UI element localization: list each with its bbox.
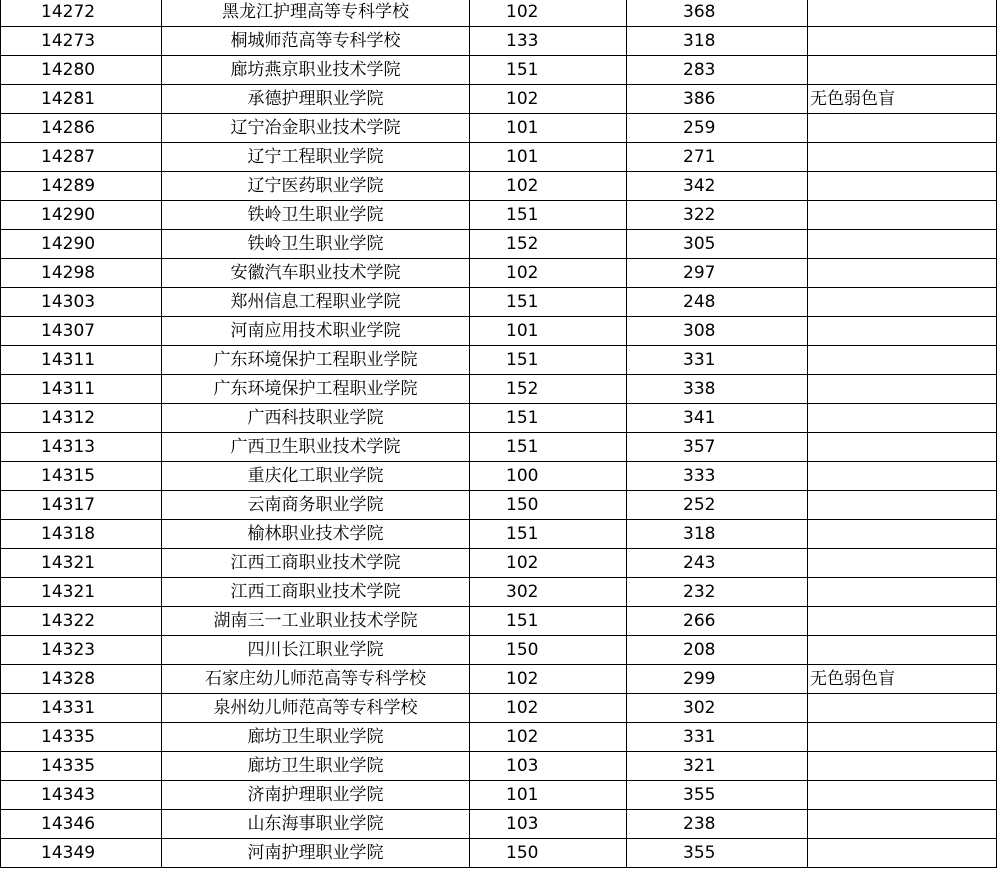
school-name-cell: 承德护理职业学院 [162,85,470,114]
min-score-cell: 338 [627,375,808,404]
major-group-cell: 103 [470,810,627,839]
remark-cell [808,259,997,288]
major-group-cell: 101 [470,781,627,810]
school-code-cell: 14303 [1,288,162,317]
school-name-cell: 重庆化工职业学院 [162,462,470,491]
school-code-cell: 14280 [1,56,162,85]
major-group-cell: 102 [470,694,627,723]
major-group-cell: 102 [470,172,627,201]
remark-cell [808,520,997,549]
table-row [1,172,997,201]
school-code-cell: 14321 [1,578,162,607]
table-row [1,375,997,404]
school-code-cell: 14315 [1,462,162,491]
school-name-cell: 山东海事职业学院 [162,810,470,839]
school-code-cell: 14272 [1,0,162,27]
major-group-cell: 102 [470,85,627,114]
school-code-cell: 14323 [1,636,162,665]
school-name-cell: 安徽汽车职业技术学院 [162,259,470,288]
school-code-cell: 14311 [1,346,162,375]
school-code-cell: 14321 [1,549,162,578]
school-name-cell: 广西卫生职业技术学院 [162,433,470,462]
table-row [1,114,997,143]
major-group-cell: 102 [470,259,627,288]
school-name-cell: 辽宁工程职业学院 [162,143,470,172]
remark-cell [808,230,997,259]
school-code-cell: 14289 [1,172,162,201]
table-row [1,404,997,433]
remark-cell [808,172,997,201]
table-row [1,462,997,491]
table-row [1,433,997,462]
remark-cell [808,114,997,143]
table-body [1,0,997,868]
min-score-cell: 266 [627,607,808,636]
remark-cell [808,781,997,810]
school-name-cell: 铁岭卫生职业学院 [162,201,470,230]
school-name-cell: 廊坊燕京职业技术学院 [162,56,470,85]
school-name-cell: 济南护理职业学院 [162,781,470,810]
table-row [1,317,997,346]
remark-cell [808,491,997,520]
min-score-cell: 238 [627,810,808,839]
min-score-cell: 308 [627,317,808,346]
major-group-cell: 151 [470,288,627,317]
remark-cell [808,810,997,839]
table-row [1,346,997,375]
school-name-cell: 湖南三一工业职业技术学院 [162,607,470,636]
table-row [1,230,997,259]
min-score-cell: 333 [627,462,808,491]
min-score-cell: 302 [627,694,808,723]
remark-cell: 无色弱色盲 [808,665,997,694]
remark-cell [808,375,997,404]
remark-cell [808,607,997,636]
school-code-cell: 14331 [1,694,162,723]
school-code-cell: 14307 [1,317,162,346]
table-row [1,288,997,317]
major-group-cell: 151 [470,607,627,636]
school-code-cell: 14290 [1,201,162,230]
school-name-cell: 江西工商职业技术学院 [162,578,470,607]
remark-cell [808,752,997,781]
school-code-cell: 14313 [1,433,162,462]
remark-cell [808,549,997,578]
remark-cell [808,462,997,491]
school-code-cell: 14286 [1,114,162,143]
min-score-cell: 299 [627,665,808,694]
table-row [1,578,997,607]
school-name-cell: 泉州幼儿师范高等专科学校 [162,694,470,723]
school-code-cell: 14349 [1,839,162,868]
min-score-cell: 232 [627,578,808,607]
remark-cell [808,201,997,230]
table-row [1,56,997,85]
major-group-cell: 151 [470,201,627,230]
min-score-cell: 386 [627,85,808,114]
min-score-cell: 331 [627,723,808,752]
min-score-cell: 271 [627,143,808,172]
school-name-cell: 榆林职业技术学院 [162,520,470,549]
major-group-cell: 101 [470,317,627,346]
major-group-cell: 150 [470,636,627,665]
school-name-cell: 郑州信息工程职业学院 [162,288,470,317]
min-score-cell: 243 [627,549,808,578]
table-row [1,810,997,839]
table-row [1,665,997,694]
table-row [1,520,997,549]
remark-cell [808,578,997,607]
min-score-cell: 342 [627,172,808,201]
major-group-cell: 150 [470,491,627,520]
major-group-cell: 151 [470,520,627,549]
major-group-cell: 101 [470,143,627,172]
remark-cell [808,404,997,433]
min-score-cell: 355 [627,839,808,868]
min-score-cell: 331 [627,346,808,375]
school-name-cell: 广东环境保护工程职业学院 [162,346,470,375]
table-row [1,636,997,665]
major-group-cell: 102 [470,0,627,27]
min-score-cell: 357 [627,433,808,462]
min-score-cell: 368 [627,0,808,27]
school-code-cell: 14335 [1,752,162,781]
school-name-cell: 广东环境保护工程职业学院 [162,375,470,404]
remark-cell [808,694,997,723]
school-code-cell: 14298 [1,259,162,288]
table-row [1,27,997,56]
remark-cell [808,636,997,665]
school-name-cell: 桐城师范高等专科学校 [162,27,470,56]
remark-cell [808,723,997,752]
min-score-cell: 341 [627,404,808,433]
major-group-cell: 152 [470,230,627,259]
school-code-cell: 14322 [1,607,162,636]
school-name-cell: 黑龙江护理高等专科学校 [162,0,470,27]
remark-cell [808,346,997,375]
table-row [1,85,997,114]
remark-cell [808,56,997,85]
min-score-cell: 283 [627,56,808,85]
major-group-cell: 151 [470,56,627,85]
table-row [1,491,997,520]
min-score-cell: 355 [627,781,808,810]
remark-cell [808,839,997,868]
major-group-cell: 102 [470,723,627,752]
min-score-cell: 297 [627,259,808,288]
remark-cell: 无色弱色盲 [808,85,997,114]
major-group-cell: 150 [470,839,627,868]
remark-cell [808,288,997,317]
school-name-cell: 廊坊卫生职业学院 [162,752,470,781]
school-name-cell: 四川长江职业学院 [162,636,470,665]
min-score-cell: 318 [627,520,808,549]
school-code-cell: 14318 [1,520,162,549]
major-group-cell: 151 [470,433,627,462]
table-row [1,549,997,578]
table-row [1,723,997,752]
remark-cell [808,143,997,172]
table-row [1,607,997,636]
min-score-cell: 305 [627,230,808,259]
school-code-cell: 14317 [1,491,162,520]
table-row [1,0,997,27]
major-group-cell: 302 [470,578,627,607]
school-name-cell: 云南商务职业学院 [162,491,470,520]
school-code-cell: 14343 [1,781,162,810]
min-score-cell: 208 [627,636,808,665]
school-code-cell: 14312 [1,404,162,433]
table-row [1,694,997,723]
remark-cell [808,0,997,27]
school-code-cell: 14335 [1,723,162,752]
school-name-cell: 江西工商职业技术学院 [162,549,470,578]
table-row [1,143,997,172]
min-score-cell: 322 [627,201,808,230]
min-score-cell: 248 [627,288,808,317]
major-group-cell: 133 [470,27,627,56]
major-group-cell: 103 [470,752,627,781]
major-group-cell: 100 [470,462,627,491]
school-name-cell: 河南护理职业学院 [162,839,470,868]
min-score-cell: 252 [627,491,808,520]
major-group-cell: 102 [470,549,627,578]
major-group-cell: 102 [470,665,627,694]
school-name-cell: 廊坊卫生职业学院 [162,723,470,752]
table-row [1,259,997,288]
school-name-cell: 石家庄幼儿师范高等专科学校 [162,665,470,694]
major-group-cell: 151 [470,404,627,433]
school-code-cell: 14273 [1,27,162,56]
school-name-cell: 铁岭卫生职业学院 [162,230,470,259]
major-group-cell: 101 [470,114,627,143]
major-group-cell: 151 [470,346,627,375]
min-score-cell: 318 [627,27,808,56]
min-score-cell: 259 [627,114,808,143]
table-row [1,781,997,810]
school-code-cell: 14311 [1,375,162,404]
table-row [1,839,997,868]
school-name-cell: 辽宁医药职业学院 [162,172,470,201]
school-code-cell: 14281 [1,85,162,114]
min-score-cell: 321 [627,752,808,781]
school-code-cell: 14287 [1,143,162,172]
school-name-cell: 广西科技职业学院 [162,404,470,433]
table-row [1,752,997,781]
table-row [1,201,997,230]
school-name-cell: 辽宁冶金职业技术学院 [162,114,470,143]
school-name-cell: 河南应用技术职业学院 [162,317,470,346]
remark-cell [808,317,997,346]
remark-cell [808,433,997,462]
school-code-cell: 14328 [1,665,162,694]
remark-cell [808,27,997,56]
school-code-cell: 14346 [1,810,162,839]
school-code-cell: 14290 [1,230,162,259]
major-group-cell: 152 [470,375,627,404]
